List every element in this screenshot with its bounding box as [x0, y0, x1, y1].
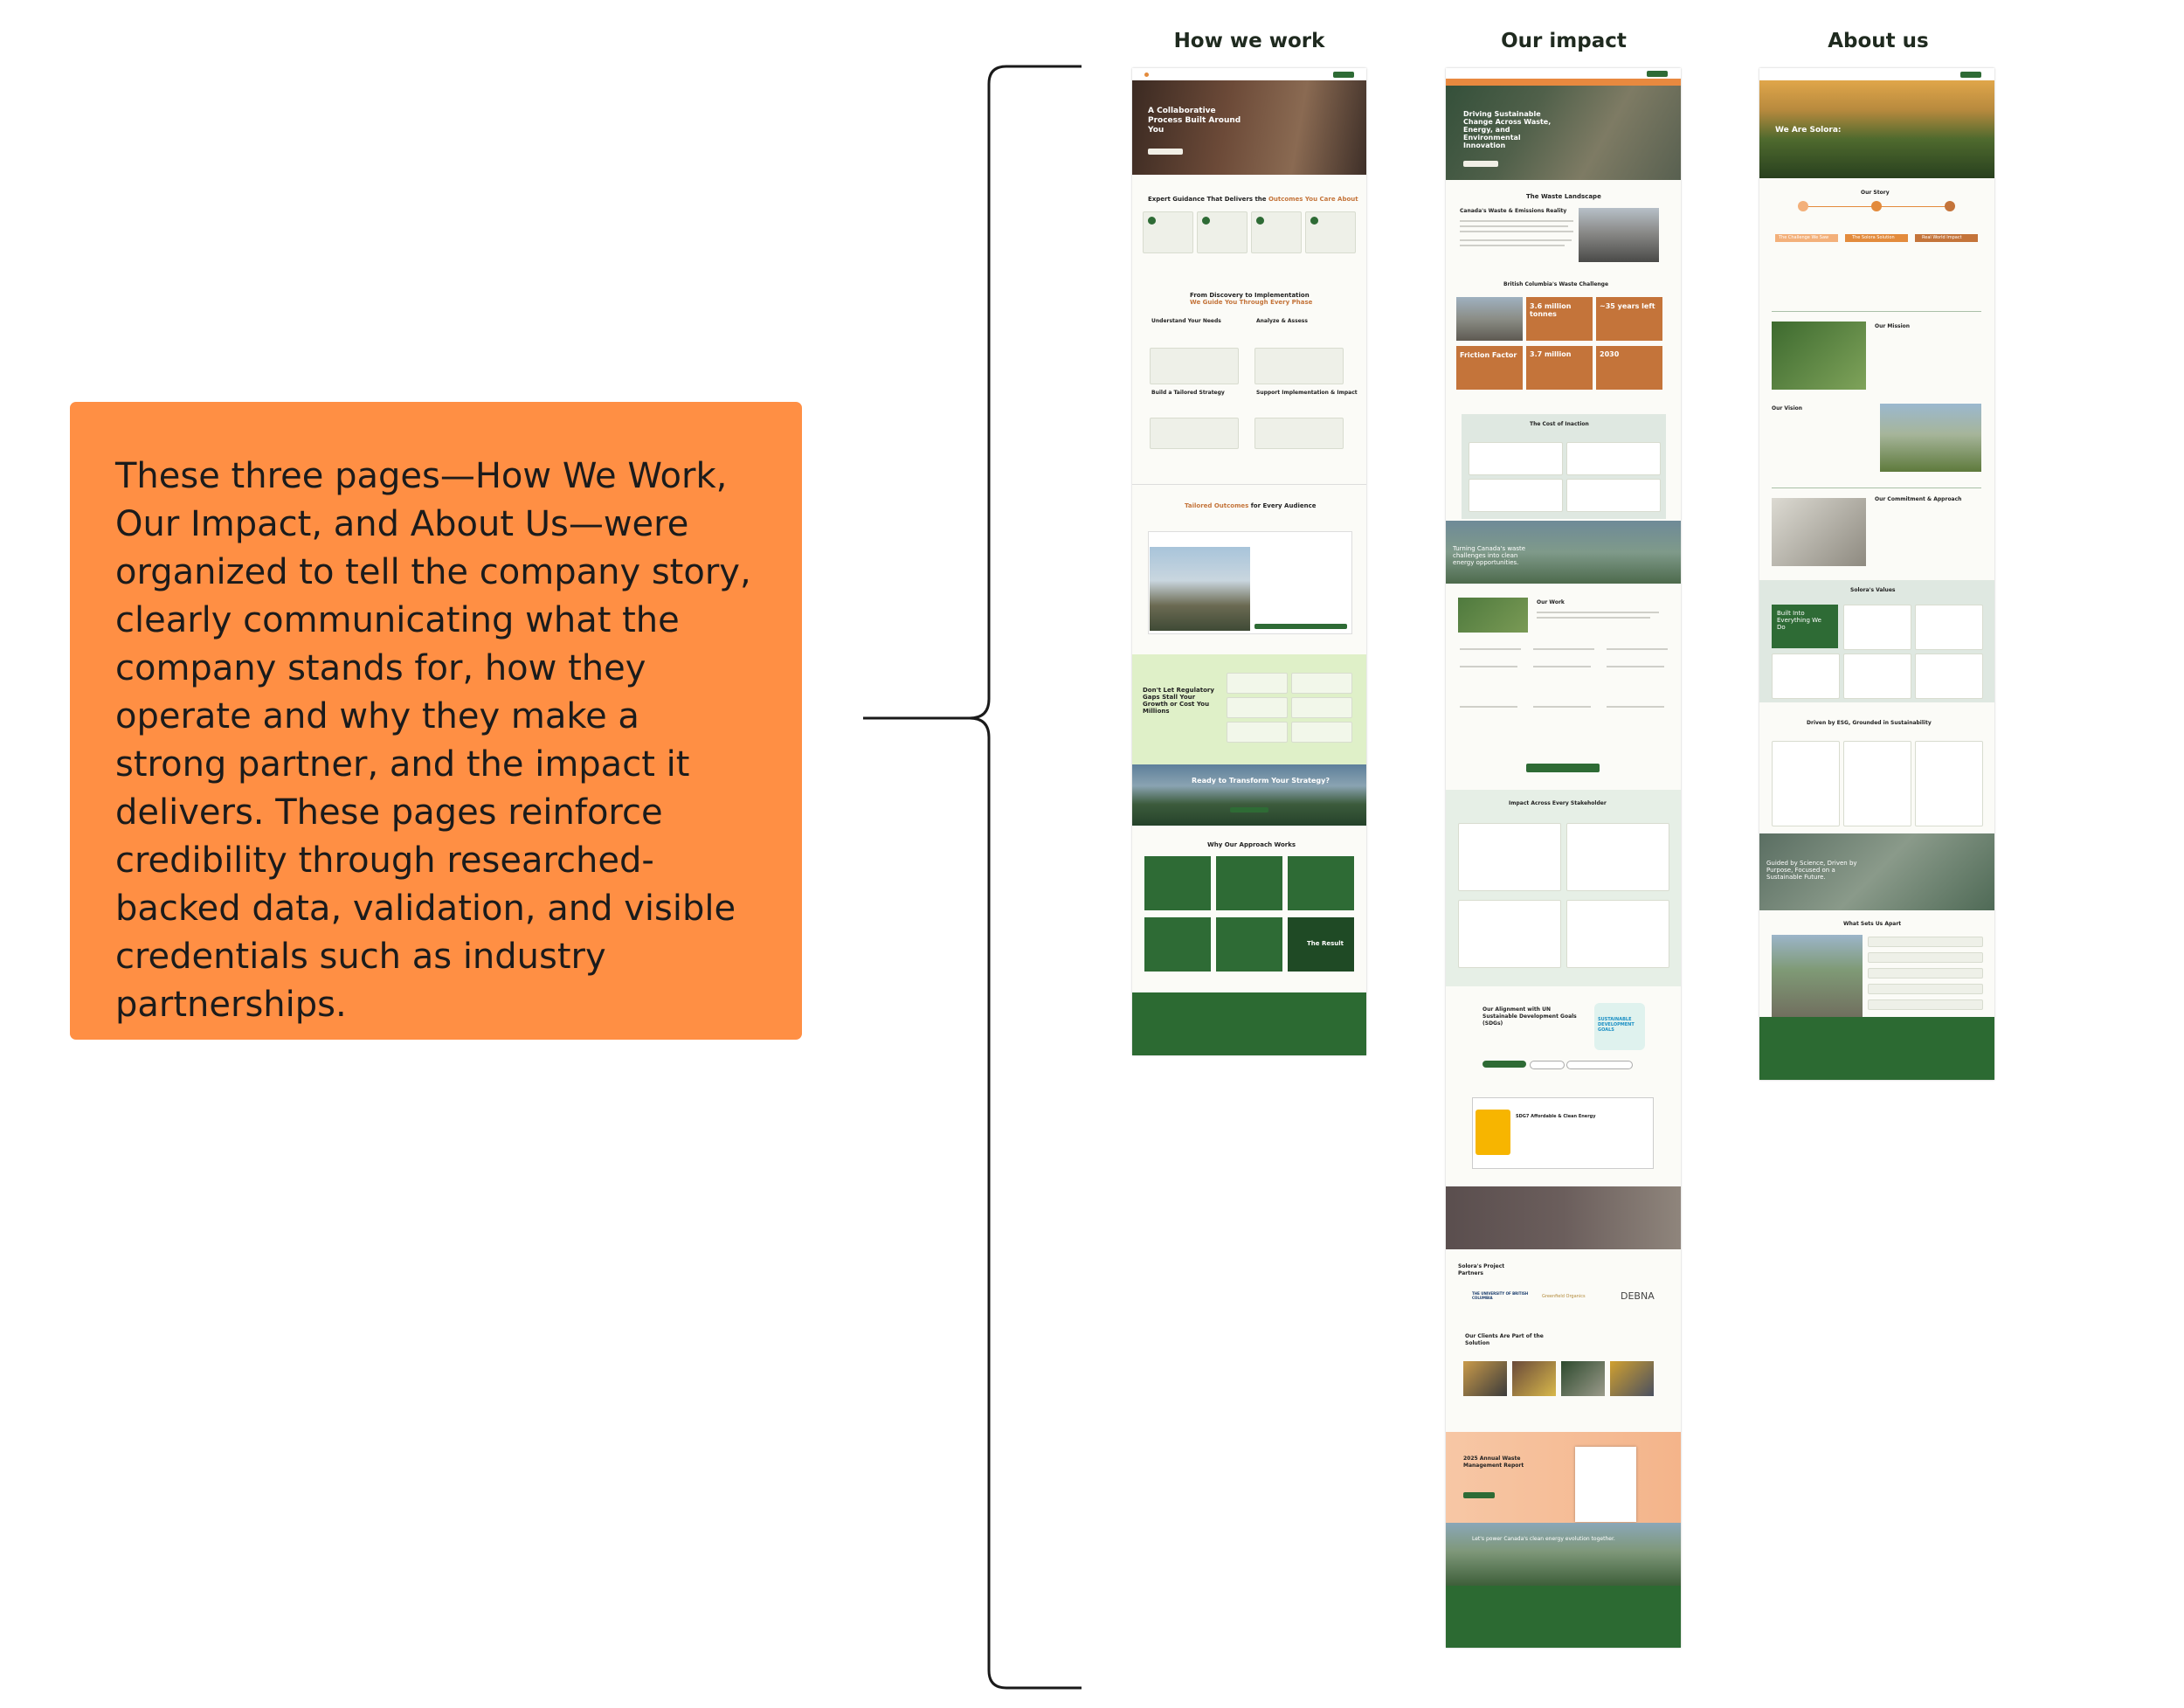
- bc-image: [1456, 297, 1523, 341]
- landscape-title: The Waste Landscape: [1526, 193, 1601, 200]
- sdg-logo-text: SUSTAINABLE DEVELOPMENT GOALS: [1598, 1017, 1635, 1033]
- client-photo: [1561, 1361, 1605, 1396]
- banner-button[interactable]: [1230, 807, 1268, 813]
- partner-ubc: THE UNIVERSITY OF BRITISH COLUMBIA: [1472, 1291, 1529, 1300]
- footer: [1446, 1586, 1681, 1648]
- vision-title: Our Vision: [1772, 405, 1803, 411]
- report-title: 2025 Annual Waste Management Report: [1463, 1456, 1524, 1469]
- text-line: [1537, 617, 1650, 619]
- value-card: [1843, 653, 1911, 699]
- bc-title: British Columbia's Waste Challenge: [1503, 281, 1609, 287]
- stat-2: ~35 years left: [1600, 302, 1655, 310]
- text-line: [1533, 648, 1594, 650]
- text-line: [1460, 245, 1565, 246]
- value-card: [1843, 605, 1911, 650]
- sdg-title: Our Alignment with UN Sustainable Development Goals (SDGs): [1482, 1006, 1577, 1027]
- esg-title: Driven by ESG, Grounded in Sustainability: [1807, 720, 1932, 726]
- regulatory-card: [1291, 697, 1352, 718]
- nav-cta-button[interactable]: [1333, 72, 1354, 78]
- stakeholder-title: Impact Across Every Stakeholder: [1509, 800, 1607, 806]
- text-line: [1533, 706, 1591, 708]
- landfill-image: [1579, 208, 1659, 262]
- regulatory-card: [1227, 673, 1288, 694]
- approach-card: [1216, 917, 1282, 972]
- regulatory-card: [1291, 722, 1352, 743]
- section1-accent: Outcomes You Care About: [1268, 196, 1358, 203]
- panel-cta-button[interactable]: [1254, 624, 1347, 629]
- step-1-title: Understand Your Needs: [1151, 318, 1221, 324]
- turning-text: Turning Canada's waste challenges into clean energy opportunities.: [1453, 545, 1526, 566]
- feature-icon: [1310, 217, 1318, 225]
- sdg-filter-chip[interactable]: [1530, 1061, 1565, 1069]
- hero-title: Driving Sustainable Change Across Waste, Energy, and Environmental Innovation: [1463, 110, 1552, 149]
- about-us-page-mockup: [1759, 68, 1994, 1080]
- mission-image: [1772, 322, 1866, 390]
- our-impact-page-mockup: [1446, 68, 1681, 1648]
- text-line: [1607, 648, 1668, 650]
- nav-cta-button[interactable]: [1647, 71, 1668, 77]
- text-line: [1460, 648, 1521, 650]
- regulatory-card: [1291, 673, 1352, 694]
- story-1: The Challenge We Saw: [1779, 235, 1829, 240]
- value-card: [1915, 653, 1983, 699]
- inaction-title: The Cost of Inaction: [1530, 421, 1589, 427]
- divider: [1772, 311, 1981, 312]
- report-button[interactable]: [1463, 1492, 1495, 1498]
- text-line: [1460, 220, 1573, 222]
- client-photo: [1610, 1361, 1654, 1396]
- construction-image: [1150, 547, 1250, 631]
- mountain-banner: [1132, 764, 1366, 826]
- text-line: [1537, 612, 1659, 613]
- approach-card: [1144, 856, 1211, 910]
- apart-title: What Sets Us Apart: [1843, 921, 1902, 927]
- stakeholder-card: [1458, 900, 1561, 968]
- text-line: [1607, 666, 1664, 667]
- report-cover: [1575, 1447, 1636, 1522]
- esg-card: [1772, 741, 1840, 826]
- report-section: [1446, 1432, 1681, 1523]
- cta-text: Let's power Canada's clean energy evolution together.: [1472, 1536, 1615, 1542]
- footer: [1759, 1017, 1994, 1080]
- stakeholder-card: [1566, 900, 1669, 968]
- apart-item: [1868, 999, 1983, 1010]
- announcement-bar: [1446, 79, 1681, 86]
- step-3-card: [1150, 418, 1239, 449]
- stakeholder-card: [1566, 823, 1669, 891]
- footer: [1132, 992, 1366, 1055]
- cta-banner: [1446, 1523, 1681, 1586]
- hero-title: A Collaborative Process Built Around You: [1148, 107, 1241, 135]
- inaction-card: [1566, 442, 1661, 475]
- how-we-work-page-mockup: [1132, 68, 1366, 1055]
- vision-image: [1880, 404, 1981, 472]
- landscape-subtitle: Canada's Waste & Emissions Reality: [1460, 208, 1567, 214]
- timeline-dot: [1798, 201, 1808, 211]
- section3-accent: Tailored Outcomes: [1185, 502, 1249, 509]
- column-title-about-us: About us: [1828, 30, 1929, 52]
- story-2: The Solora Solution: [1852, 235, 1895, 240]
- story-3: Real World Impact: [1922, 235, 1962, 240]
- callout-text: These three pages—How We Work, Our Impact, and About Us—were organized to tell the company story, clearly communicating what the company stands for, how they operate and why they make a strong partner, and the impact it delivers. These pages reinforce credibility through researched-backed data, validation, and visible credentials such as industry partnerships.: [115, 456, 751, 1025]
- feature-icon: [1148, 217, 1156, 225]
- sdg7-title: SDG7 Affordable & Clean Energy: [1516, 1114, 1596, 1119]
- values-card-title: Built Into Everything We Do: [1777, 610, 1821, 631]
- sdg-filter-chip[interactable]: [1482, 1061, 1526, 1068]
- curly-brace-connector: [856, 61, 1092, 1695]
- apart-item: [1868, 968, 1983, 978]
- section4-title: Don't Let Regulatory Gaps Stall Your Growth or Cost You Millions: [1143, 687, 1214, 715]
- mission-title: Our Mission: [1875, 323, 1911, 329]
- guided-text: Guided by Science, Driven by Purpose, Focused on a Sustainable Future.: [1766, 860, 1857, 881]
- step-4-title: Support Implementation & Impact: [1256, 390, 1358, 396]
- inaction-card: [1469, 442, 1563, 475]
- client-photo: [1463, 1361, 1507, 1396]
- divider: [1132, 484, 1366, 485]
- step-3-title: Build a Tailored Strategy: [1151, 390, 1225, 396]
- section2-accent: We Guide You Through Every Phase: [1190, 299, 1313, 306]
- inaction-card: [1566, 479, 1661, 512]
- apart-item: [1868, 952, 1983, 963]
- step-1-card: [1150, 348, 1239, 384]
- text-line: [1460, 666, 1517, 667]
- text-line: [1460, 231, 1573, 232]
- apart-image: [1772, 935, 1863, 1022]
- our-work-button[interactable]: [1526, 764, 1600, 772]
- partner-debna: DEBNA: [1621, 1290, 1655, 1302]
- stat-3: 3.7 million: [1530, 350, 1572, 358]
- section1-title: [1148, 196, 1358, 203]
- esg-card: [1843, 741, 1911, 826]
- section3-title: [1185, 502, 1316, 509]
- text-line: [1533, 666, 1591, 667]
- text-line: [1607, 706, 1664, 708]
- step-2-title: Analyze & Assess: [1256, 318, 1308, 324]
- values-title: Solora's Values: [1850, 587, 1896, 593]
- work-image: [1458, 598, 1528, 633]
- our-work-title: Our Work: [1537, 599, 1565, 605]
- timeline-dot: [1945, 201, 1955, 211]
- approach-card: [1288, 856, 1354, 910]
- section5-title: Why Our Approach Works: [1207, 841, 1296, 848]
- hero-button[interactable]: [1148, 149, 1183, 155]
- nav-bar: [1759, 68, 1994, 80]
- step-2-card: [1254, 348, 1344, 384]
- partners-banner: [1446, 1186, 1681, 1249]
- logo-icon: [1144, 73, 1149, 77]
- approach-card: [1144, 917, 1211, 972]
- sdg-filter-chip[interactable]: [1566, 1061, 1633, 1069]
- description-callout: [70, 402, 802, 1040]
- hero-title: We Are Solora:: [1775, 126, 1842, 135]
- stat-4: Friction Factor: [1460, 351, 1517, 359]
- apart-item: [1868, 937, 1983, 947]
- apart-item: [1868, 984, 1983, 994]
- banner-title: Ready to Transform Your Strategy?: [1192, 777, 1330, 785]
- regulatory-card: [1227, 697, 1288, 718]
- approach-card: [1216, 856, 1282, 910]
- story-title: Our Story: [1861, 190, 1890, 196]
- text-line: [1460, 225, 1568, 227]
- value-card: [1772, 653, 1840, 699]
- commitment-title: Our Commitment & Approach: [1875, 496, 1962, 502]
- client-photo: [1512, 1361, 1556, 1396]
- commitment-image: [1772, 498, 1866, 566]
- inaction-card: [1469, 479, 1563, 512]
- result-title: The Result: [1307, 940, 1344, 947]
- esg-card: [1915, 741, 1983, 826]
- sdg7-icon: [1476, 1110, 1510, 1155]
- feature-icon: [1256, 217, 1264, 225]
- section3-title-text: for Every Audience: [1250, 502, 1317, 509]
- partners-title: Solora's Project Partners: [1458, 1263, 1505, 1276]
- hero-button[interactable]: [1463, 161, 1498, 167]
- clients-title: Our Clients Are Part of the Solution: [1465, 1333, 1544, 1346]
- value-card: [1915, 605, 1983, 650]
- timeline-dot: [1871, 201, 1882, 211]
- stakeholder-card: [1458, 823, 1561, 891]
- column-title-our-impact: Our impact: [1501, 30, 1627, 52]
- text-line: [1460, 706, 1517, 708]
- stat-5: 2030: [1600, 350, 1620, 358]
- nav-bar: [1132, 68, 1366, 80]
- text-line: [1460, 239, 1572, 241]
- nav-bar: [1446, 68, 1681, 79]
- section2-title: From Discovery to Implementation: [1190, 292, 1310, 299]
- nav-cta-button[interactable]: [1960, 72, 1981, 78]
- section1-title-text: Expert Guidance That Delivers the: [1148, 196, 1267, 203]
- column-title-how-we-work: How we work: [1173, 30, 1325, 52]
- feature-icon: [1202, 217, 1210, 225]
- stat-1: 3.6 million tonnes: [1530, 302, 1572, 318]
- step-4-card: [1254, 418, 1344, 449]
- partner-greenfield: Greenfield Organics: [1542, 1294, 1586, 1299]
- regulatory-card: [1227, 722, 1288, 743]
